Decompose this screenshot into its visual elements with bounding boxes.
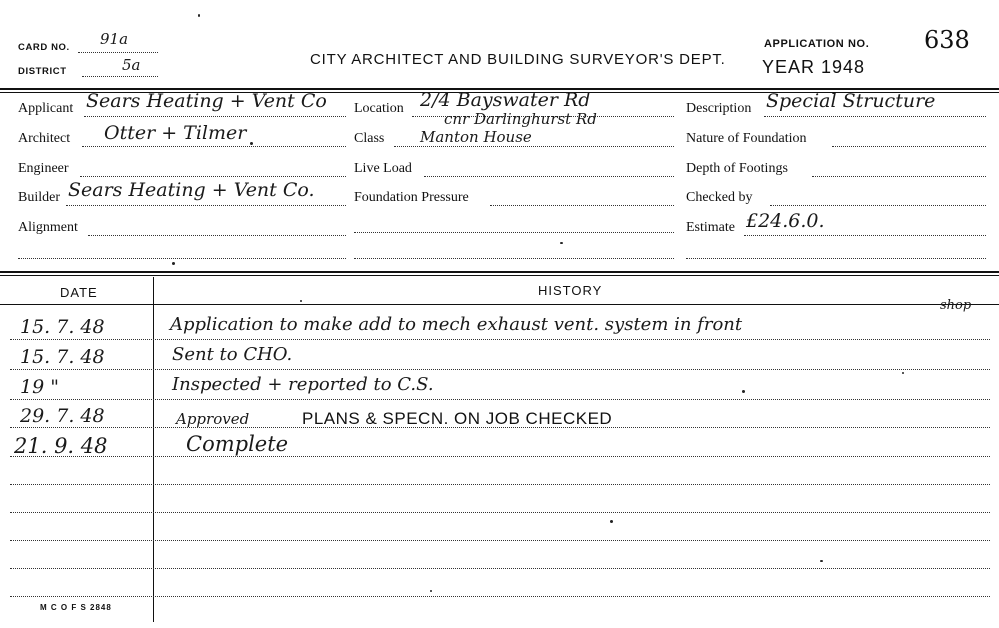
row-line (10, 596, 990, 597)
history-entry: Application to make add to mech exhaust vent. system in front (170, 314, 743, 335)
foundation-pressure-label: Foundation Pressure (354, 190, 469, 205)
builder-line (66, 205, 346, 206)
row-line (10, 568, 990, 569)
form-code: M C O F S 2848 (40, 603, 112, 612)
location-value-2: cnr Darlinghurst Rd (444, 110, 597, 128)
class-line (394, 146, 674, 147)
district-line (82, 76, 158, 77)
header-row-rule (0, 304, 999, 305)
year-label: YEAR 1948 (762, 57, 866, 77)
history-date: 15. 7. 48 (20, 346, 105, 368)
middle-extra-line-1 (354, 232, 674, 233)
live-load-label: Live Load (354, 161, 412, 176)
history-entry: Sent to CHO. (172, 344, 293, 365)
class-value: Manton House (420, 128, 532, 146)
foundation-pressure-line (490, 205, 674, 206)
estimate-line (744, 235, 986, 236)
history-date: 29. 7. 48 (20, 405, 105, 427)
scan-speck (198, 14, 200, 17)
depth-of-footings-label: Depth of Footings (686, 161, 788, 176)
left-extra-line (18, 258, 346, 259)
architect-value: Otter + Tilmer (104, 122, 247, 144)
history-entry: Approved (176, 410, 250, 428)
applicant-line (84, 116, 346, 117)
scan-speck (820, 560, 823, 562)
scan-speck (560, 242, 563, 244)
row-line (10, 339, 990, 340)
history-column-header: HISTORY (538, 283, 603, 298)
row-line (10, 540, 990, 541)
architect-line (82, 146, 346, 147)
applicant-value: Sears Heating + Vent Co (86, 90, 327, 112)
history-entry: Complete (186, 432, 289, 456)
row-line (10, 512, 990, 513)
scan-speck (250, 142, 253, 145)
department-title: CITY ARCHITECT AND BUILDING SURVEYOR'S DEPT. (310, 51, 726, 68)
row-line (10, 456, 990, 457)
history-entry: Inspected + reported to C.S. (172, 374, 434, 395)
application-no-value: 638 (924, 26, 970, 54)
scan-speck (902, 372, 904, 374)
scan-speck (172, 262, 175, 265)
live-load-line (424, 176, 674, 177)
row-line (10, 484, 990, 485)
district-label: DISTRICT (18, 66, 67, 77)
scan-speck (300, 300, 302, 302)
depth-of-footings-line (812, 176, 986, 177)
engineer-label: Engineer (18, 161, 69, 176)
district-value: 5a (122, 56, 141, 74)
applicant-label: Applicant (18, 101, 74, 116)
date-column-header: DATE (60, 285, 98, 300)
column-divider (153, 277, 154, 622)
description-label: Description (686, 101, 752, 116)
checked-by-label: Checked by (686, 190, 753, 205)
history-entry-note: shop (940, 298, 972, 313)
description-line (764, 116, 986, 117)
card-no-value: 91a (100, 30, 129, 48)
history-date: 19 " (20, 376, 59, 398)
checked-by-line (770, 205, 986, 206)
plans-checked-stamp: PLANS & SPECN. ON JOB CHECKED (302, 409, 613, 428)
class-label: Class (354, 131, 385, 146)
application-no-label: APPLICATION NO. (764, 38, 870, 50)
row-line (10, 399, 990, 400)
scan-speck (430, 590, 432, 592)
architect-label: Architect (18, 131, 71, 146)
scan-speck (610, 520, 613, 523)
right-extra-line (686, 258, 986, 259)
table-rule-top (0, 271, 999, 273)
nature-of-foundation-label: Nature of Foundation (686, 131, 807, 146)
alignment-line (88, 235, 346, 236)
engineer-line (80, 176, 346, 177)
description-value: Special Structure (766, 90, 936, 112)
builder-label: Builder (18, 190, 60, 205)
card-no-line (78, 52, 158, 53)
location-value-1: 2/4 Bayswater Rd (420, 89, 591, 111)
middle-extra-line-2 (354, 258, 674, 259)
scan-speck (742, 390, 745, 393)
table-rule-bottom (0, 275, 999, 276)
history-date: 21. 9. 48 (14, 434, 108, 458)
nature-of-foundation-line (832, 146, 986, 147)
builder-value: Sears Heating + Vent Co. (68, 179, 315, 201)
row-line (10, 369, 990, 370)
alignment-label: Alignment (18, 220, 78, 235)
estimate-label: Estimate (686, 220, 735, 235)
card-no-label: CARD NO. (18, 42, 70, 53)
estimate-value: £24.6.0. (746, 210, 825, 232)
history-date: 15. 7. 48 (20, 316, 105, 338)
location-label: Location (354, 101, 404, 116)
